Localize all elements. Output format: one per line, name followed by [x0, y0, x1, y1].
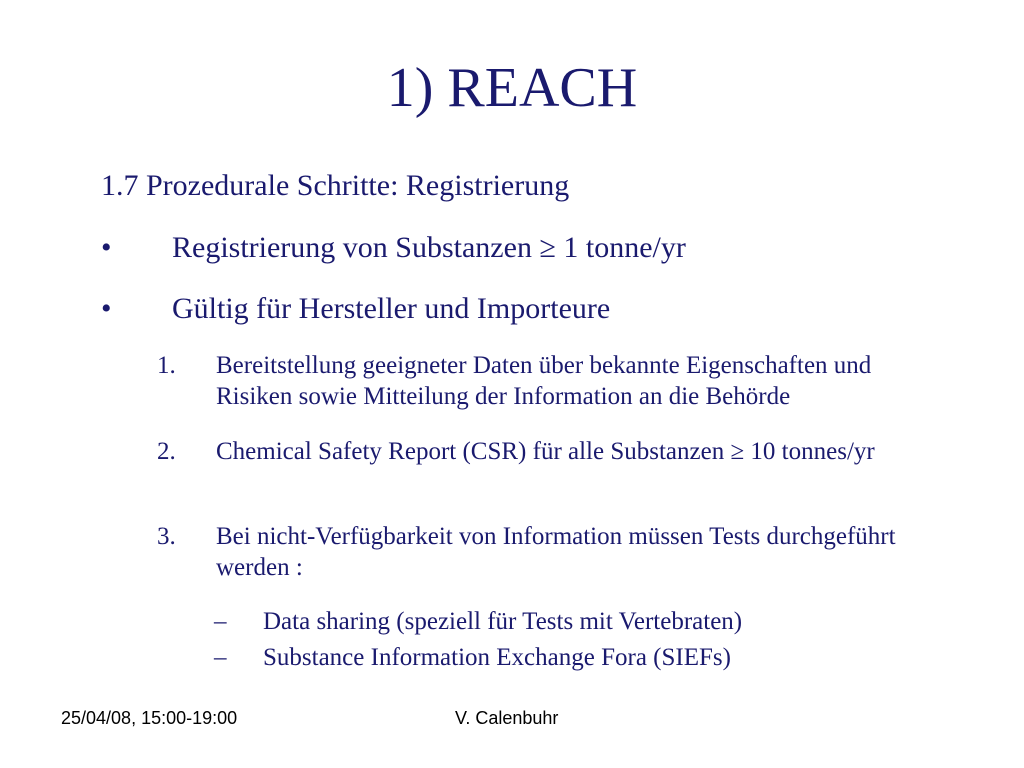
footer-author: V. Calenbuhr [455, 708, 559, 728]
numbered-marker: 1. [157, 352, 176, 379]
numbered-text: Bei nicht-Verfügbarkeit von Information müssen Tests durchgeführt werden : [216, 523, 896, 581]
numbered-text: Bereitstellung geeigneter Daten über bekannte Eigenschaften und Risiken sowie Mitteilung der Information an die Behörde [216, 352, 872, 410]
dash-marker: – [214, 644, 227, 671]
footer-date: 25/04/08, 15:00-19:00 [61, 708, 238, 728]
bullet-marker: • [101, 231, 112, 264]
numbered-marker: 3. [157, 523, 176, 550]
sub-item-text: Data sharing (speziell für Tests mit Vertebraten) [263, 608, 743, 635]
slide-title: 1) REACH [386, 57, 638, 119]
bullet-marker: • [101, 292, 112, 325]
bullet-text: Registrierung von Substanzen ≥ 1 tonne/yr [172, 231, 686, 264]
slide-subtitle: 1.7 Prozedurale Schritte: Registrierung [101, 169, 570, 202]
bullet-text: Gültig für Hersteller und Importeure [172, 292, 611, 325]
sub-item-text: Substance Information Exchange Fora (SIEFs) [263, 644, 731, 671]
numbered-text: Chemical Safety Report (CSR) für alle Substanzen ≥ 10 tonnes/yr [216, 438, 875, 465]
dash-marker: – [214, 608, 227, 635]
numbered-marker: 2. [157, 438, 176, 465]
